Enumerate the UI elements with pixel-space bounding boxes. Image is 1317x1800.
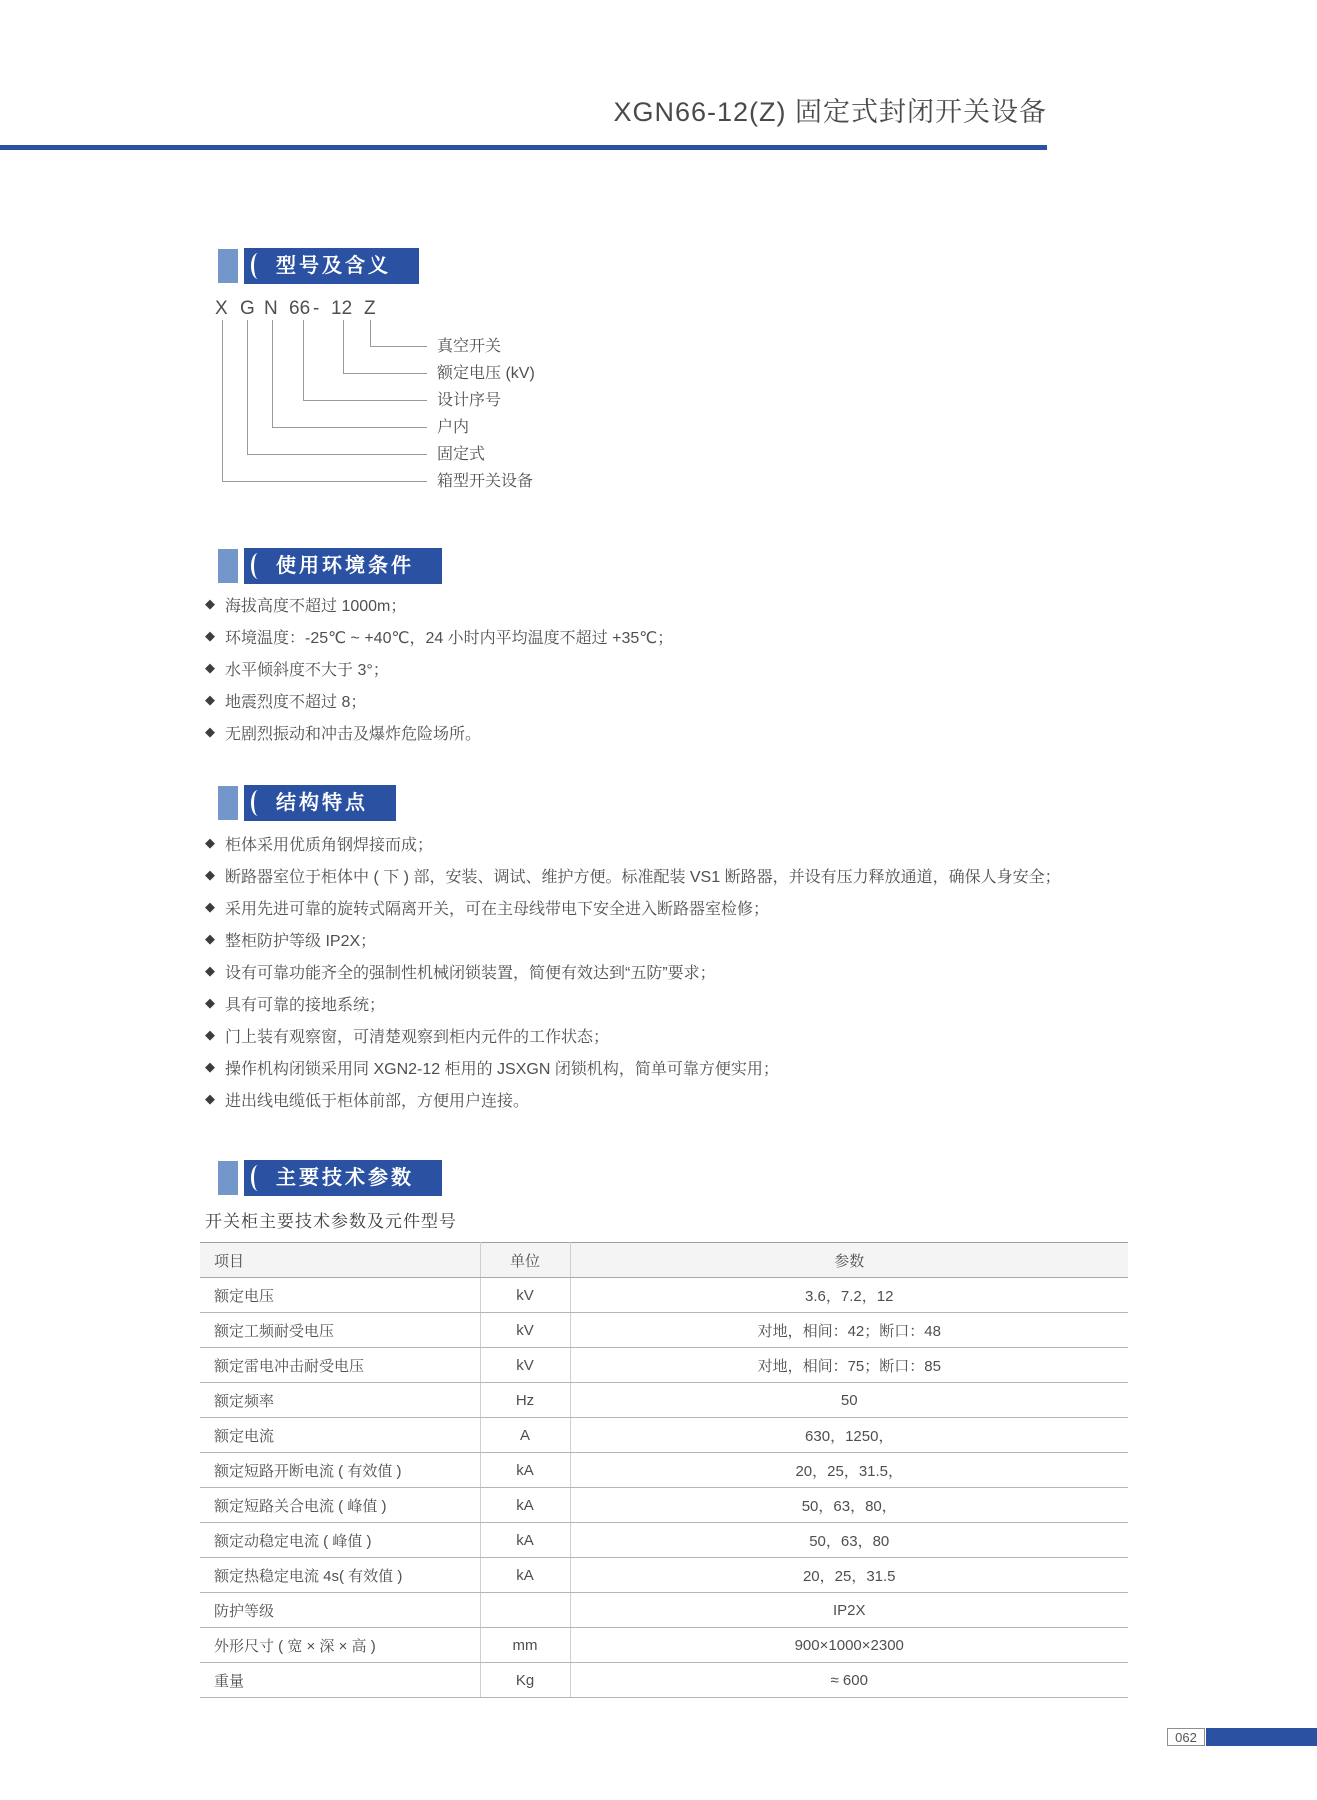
list-item-text: 无剧烈振动和冲击及爆炸危险场所。 (225, 725, 482, 743)
footer-bar (1206, 1728, 1317, 1746)
table-header (200, 1243, 1128, 1278)
section-marker-square-icon (218, 249, 238, 283)
section-marker-square-icon (218, 786, 238, 820)
code-meaning-label: 固定式 (437, 446, 486, 463)
connector-line (222, 320, 427, 482)
cell-value: 对地，相间：42；断口：48 (570, 1313, 1128, 1348)
table-row (200, 1418, 1128, 1453)
section-header-environment (218, 548, 442, 584)
list-item-text: 设有可靠功能齐全的强制性机械闭锁装置，简便有效达到“五防”要求； (225, 964, 716, 982)
table-row (200, 1383, 1128, 1418)
code-meaning-label: 箱型开关设备 (437, 473, 534, 490)
table-row (200, 1488, 1128, 1523)
list-item (205, 1019, 1061, 1051)
cell-unit: kA (480, 1558, 570, 1593)
section-heading-parameters: 主要技术参数 (244, 1160, 442, 1196)
list-item (205, 891, 1061, 923)
table-header-row (200, 1243, 1128, 1278)
diamond-icon (205, 723, 215, 741)
list-item-text: 具有可靠的接地系统； (225, 996, 386, 1014)
page-number: 062 (1167, 1728, 1205, 1746)
column-header-item: 项目 (200, 1243, 480, 1278)
list-item (205, 923, 1061, 955)
diamond-icon (205, 898, 215, 916)
structure-features-list (205, 827, 1061, 1115)
cell-item: 额定电压 (200, 1278, 480, 1313)
cell-unit: kA (480, 1453, 570, 1488)
cell-unit: Kg (480, 1663, 570, 1698)
column-header-value: 参数 (570, 1243, 1128, 1278)
cell-item: 额定动稳定电流 ( 峰值 ) (200, 1523, 480, 1558)
section-heading-environment: 使用环境条件 (244, 548, 442, 584)
list-item (205, 859, 1061, 891)
code-meaning-label: 真空开关 (437, 338, 502, 355)
list-item-text: 采用先进可靠的旋转式隔离开关，可在主母线带电下安全进入断路器室检修； (225, 900, 770, 918)
diamond-icon (205, 691, 215, 709)
list-item-text: 柜体采用优质角钢焊接而成； (225, 836, 434, 854)
list-item-text: 水平倾斜度不大于 3°； (225, 661, 389, 679)
section-heading-model: 型号及含义 (244, 248, 419, 284)
table-subtitle: 开关柜主要技术参数及元件型号 (205, 1212, 457, 1231)
cell-value: 900×1000×2300 (570, 1628, 1128, 1663)
code-meaning-label: 额定电压 (kV) (437, 365, 535, 382)
page-title: XGN66-12(Z) 固定式封闭开关设备 (613, 97, 1047, 127)
cell-value: 50 (570, 1383, 1128, 1418)
cell-value: ≈ 600 (570, 1663, 1128, 1698)
table-row (200, 1278, 1128, 1313)
diamond-icon (205, 994, 215, 1012)
diamond-icon (205, 866, 215, 884)
cell-unit: kA (480, 1488, 570, 1523)
cell-value: 20，25，31.5 (570, 1558, 1128, 1593)
code-char: 66 (289, 298, 311, 319)
list-item (205, 955, 1061, 987)
list-item-text: 整柜防护等级 IP2X； (225, 932, 377, 950)
list-item-text: 地震烈度不超过 8； (225, 693, 367, 711)
table-row (200, 1523, 1128, 1558)
code-char: - (313, 298, 320, 319)
cell-item: 额定频率 (200, 1383, 480, 1418)
cell-value: 50，63，80， (570, 1488, 1128, 1523)
section-header-model (218, 248, 419, 284)
code-char: N (264, 298, 278, 319)
header-rule (0, 145, 1047, 150)
cell-item: 额定电流 (200, 1418, 480, 1453)
cell-item: 额定工频耐受电压 (200, 1313, 480, 1348)
list-item (205, 620, 673, 652)
cell-value: IP2X (570, 1593, 1128, 1628)
cell-item: 重量 (200, 1663, 480, 1698)
section-marker-square-icon (218, 1161, 238, 1195)
diamond-icon (205, 595, 215, 613)
cell-unit: mm (480, 1628, 570, 1663)
cell-unit: kA (480, 1523, 570, 1558)
table-body (200, 1278, 1128, 1698)
column-header-unit: 单位 (480, 1243, 570, 1278)
cell-unit: kV (480, 1348, 570, 1383)
table-row (200, 1558, 1128, 1593)
cell-item: 额定短路开断电流 ( 有效值 ) (200, 1453, 480, 1488)
table-row (200, 1663, 1128, 1698)
list-item-text: 操作机构闭锁采用同 XGN2-12 柜用的 JSXGN 闭锁机构，简单可靠方便实用； (225, 1060, 779, 1078)
list-item (205, 652, 673, 684)
diamond-icon (205, 834, 215, 852)
table-row (200, 1593, 1128, 1628)
diamond-icon (205, 627, 215, 645)
cell-value: 630，1250， (570, 1418, 1128, 1453)
cell-item: 额定雷电冲击耐受电压 (200, 1348, 480, 1383)
list-item (205, 1083, 1061, 1115)
cell-unit: Hz (480, 1383, 570, 1418)
cell-item: 防护等级 (200, 1593, 480, 1628)
section-header-parameters (218, 1160, 442, 1196)
diamond-icon (205, 659, 215, 677)
cell-item: 额定短路关合电流 ( 峰值 ) (200, 1488, 480, 1523)
list-item-text: 门上装有观察窗，可清楚观察到柜内元件的工作状态； (225, 1028, 610, 1046)
section-marker-square-icon (218, 549, 238, 583)
list-item-text: 海拔高度不超过 1000m； (225, 597, 407, 615)
code-char: Z (364, 298, 376, 319)
cell-item: 外形尺寸 ( 宽 × 深 × 高 ) (200, 1628, 480, 1663)
section-heading-structure: 结构特点 (244, 785, 396, 821)
list-item (205, 827, 1061, 859)
code-char: X (215, 298, 228, 319)
code-meaning-label: 设计序号 (437, 392, 502, 409)
diamond-icon (205, 1058, 215, 1076)
cell-value: 对地，相间：75；断口：85 (570, 1348, 1128, 1383)
list-item (205, 987, 1061, 1019)
diamond-icon (205, 1090, 215, 1108)
cell-value: 20，25，31.5， (570, 1453, 1128, 1488)
diamond-icon (205, 930, 215, 948)
parameters-table (200, 1242, 1128, 1698)
diamond-icon (205, 962, 215, 980)
code-char: 12 (331, 298, 353, 319)
list-item-text: 进出线电缆低于柜体前部，方便用户连接。 (225, 1092, 530, 1110)
cell-unit: kV (480, 1278, 570, 1313)
list-item (205, 1051, 1061, 1083)
cell-value: 3.6，7.2，12 (570, 1278, 1128, 1313)
list-item-text: 断路器室位于柜体中 ( 下 ) 部，安装、调试、维护方便。标准配装 VS1 断路器，并设有压力释放通道，确保人身安全； (225, 868, 1061, 886)
list-item-text: 环境温度：-25℃ ~ +40℃，24 小时内平均温度不超过 +35℃； (225, 629, 674, 647)
table-row (200, 1628, 1128, 1663)
table-row (200, 1313, 1128, 1348)
list-item (205, 588, 673, 620)
cell-unit: A (480, 1418, 570, 1453)
code-char: G (240, 298, 255, 319)
section-header-structure (218, 785, 396, 821)
table-row (200, 1348, 1128, 1383)
list-item (205, 684, 673, 716)
cell-value: 50，63，80 (570, 1523, 1128, 1558)
environment-conditions-list (205, 588, 673, 748)
cell-item: 额定热稳定电流 4s( 有效值 ) (200, 1558, 480, 1593)
table-row (200, 1453, 1128, 1488)
cell-unit (480, 1593, 570, 1628)
cell-unit: kV (480, 1313, 570, 1348)
list-item (205, 716, 673, 748)
code-meaning-label: 户内 (437, 419, 470, 436)
diamond-icon (205, 1026, 215, 1044)
